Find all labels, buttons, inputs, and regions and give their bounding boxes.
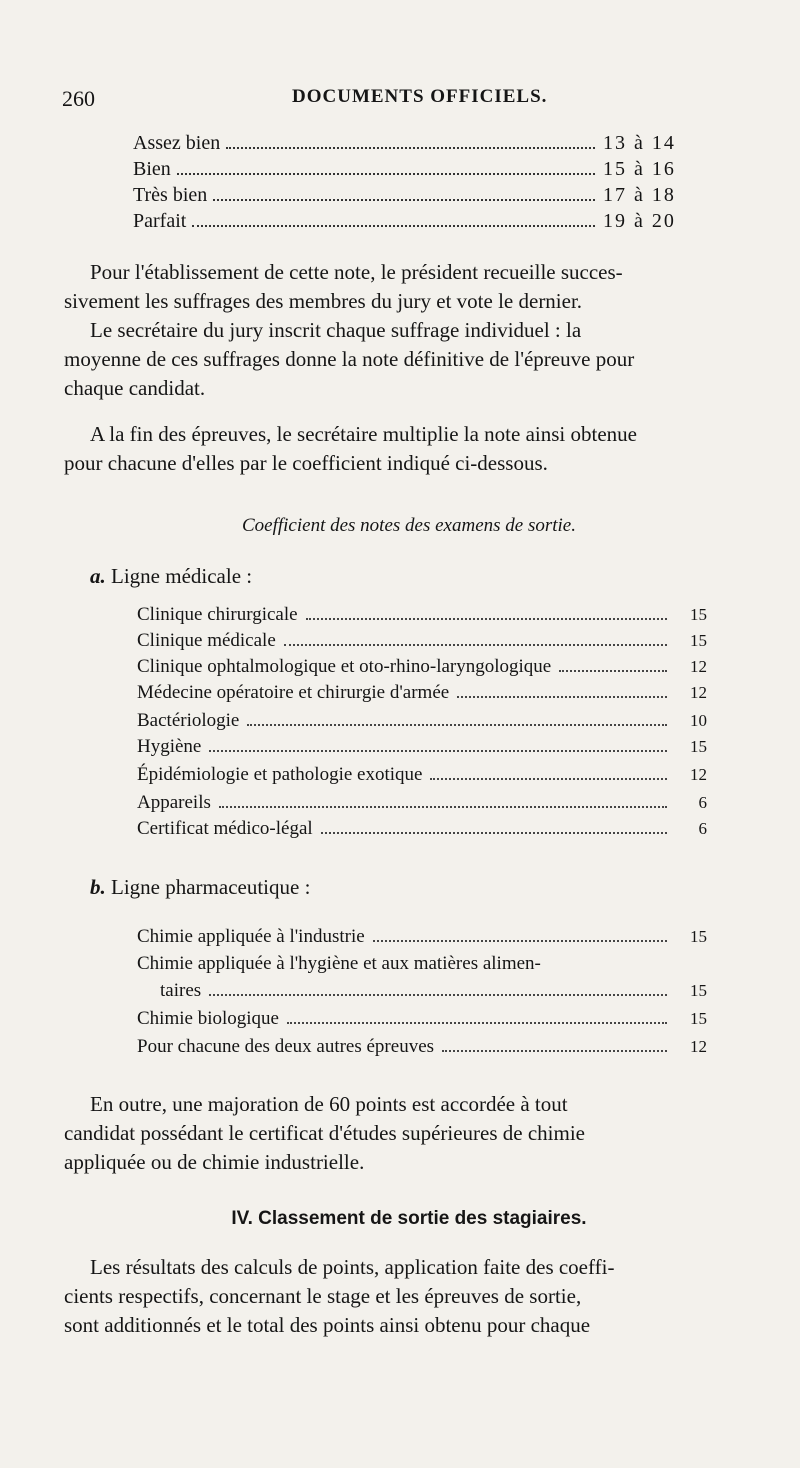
coefficient-row: Chimie appliquée à l'industrie 15 bbox=[137, 926, 707, 947]
coefficient-row: Médecine opératoire et chirurgie d'armée 12 bbox=[137, 682, 707, 703]
grade-row: Assez bien 13 à 14 bbox=[133, 132, 676, 154]
paragraph-multiplier: A la fin des épreuves, le secrétaire multiplie la note ainsi obtenue pour chacune d'elles par le coefficient indiqué ci-dessous. bbox=[64, 422, 637, 475]
paragraph-voting: Pour l'établissement de cette note, le président recueille succes- sivement les suffrages des membres du jury et vote le dernier. Le secrétaire du jury inscrit chaque suffrage individuel : la moyenne de ces suffrages donne la note définitive de l'épreuve pour chaque candidat. bbox=[64, 260, 635, 400]
page-number: 260 bbox=[62, 86, 95, 111]
coefficient-title: Coefficient des notes des examens de sortie. bbox=[241, 515, 576, 536]
medical-heading: a. Ligne médicale : bbox=[90, 564, 253, 588]
coefficient-row: Chimie biologique 15 bbox=[137, 1008, 707, 1029]
coefficient-row: Appareils 6 bbox=[137, 792, 707, 813]
coefficient-row: Épidémiologie et pathologie exotique 12 bbox=[137, 764, 707, 785]
coefficient-row: Hygiène 15 bbox=[137, 736, 707, 757]
page-header bbox=[62, 86, 730, 116]
running-title: DOCUMENTS OFFICIELS. bbox=[292, 86, 548, 107]
coefficient-row: Clinique chirurgicale 15 bbox=[137, 604, 707, 625]
grade-row: Parfait 19 à 20 bbox=[133, 210, 676, 232]
grade-row: Bien 15 à 16 bbox=[133, 158, 676, 180]
section-iv-title: IV. Classement de sortie des stagiaires. bbox=[231, 1208, 587, 1229]
coefficient-row: Clinique médicale 15 bbox=[137, 630, 707, 651]
coefficient-row: Bactériologie 10 bbox=[137, 710, 707, 731]
coefficient-row: taires 15 bbox=[160, 980, 707, 1001]
grade-row: Très bien 17 à 18 bbox=[133, 184, 676, 206]
coefficient-row-wrapped: Chimie appliquée à l'hygiène et aux matières alimen- bbox=[137, 953, 541, 974]
coefficient-row: Pour chacune des deux autres épreuves 12 bbox=[137, 1036, 707, 1057]
pharma-heading: b. Ligne pharmaceutique : bbox=[90, 875, 311, 899]
coefficient-row: Certificat médico-légal 6 bbox=[137, 818, 707, 839]
coefficient-row: Clinique ophtalmologique et oto-rhino-laryngologique 12 bbox=[137, 656, 707, 677]
paragraph-majoration: En outre, une majoration de 60 points est accordée à tout candidat possédant le certificat d'études supérieures de chimie appliquée ou de chimie industrielle. bbox=[64, 1092, 585, 1174]
paragraph-results: Les résultats des calculs de points, application faite des coeffi- cients respectifs, concernant le stage et les épreuves de sortie, sont additionnés et le total des points ainsi obtenu pour chaque bbox=[64, 1255, 615, 1337]
